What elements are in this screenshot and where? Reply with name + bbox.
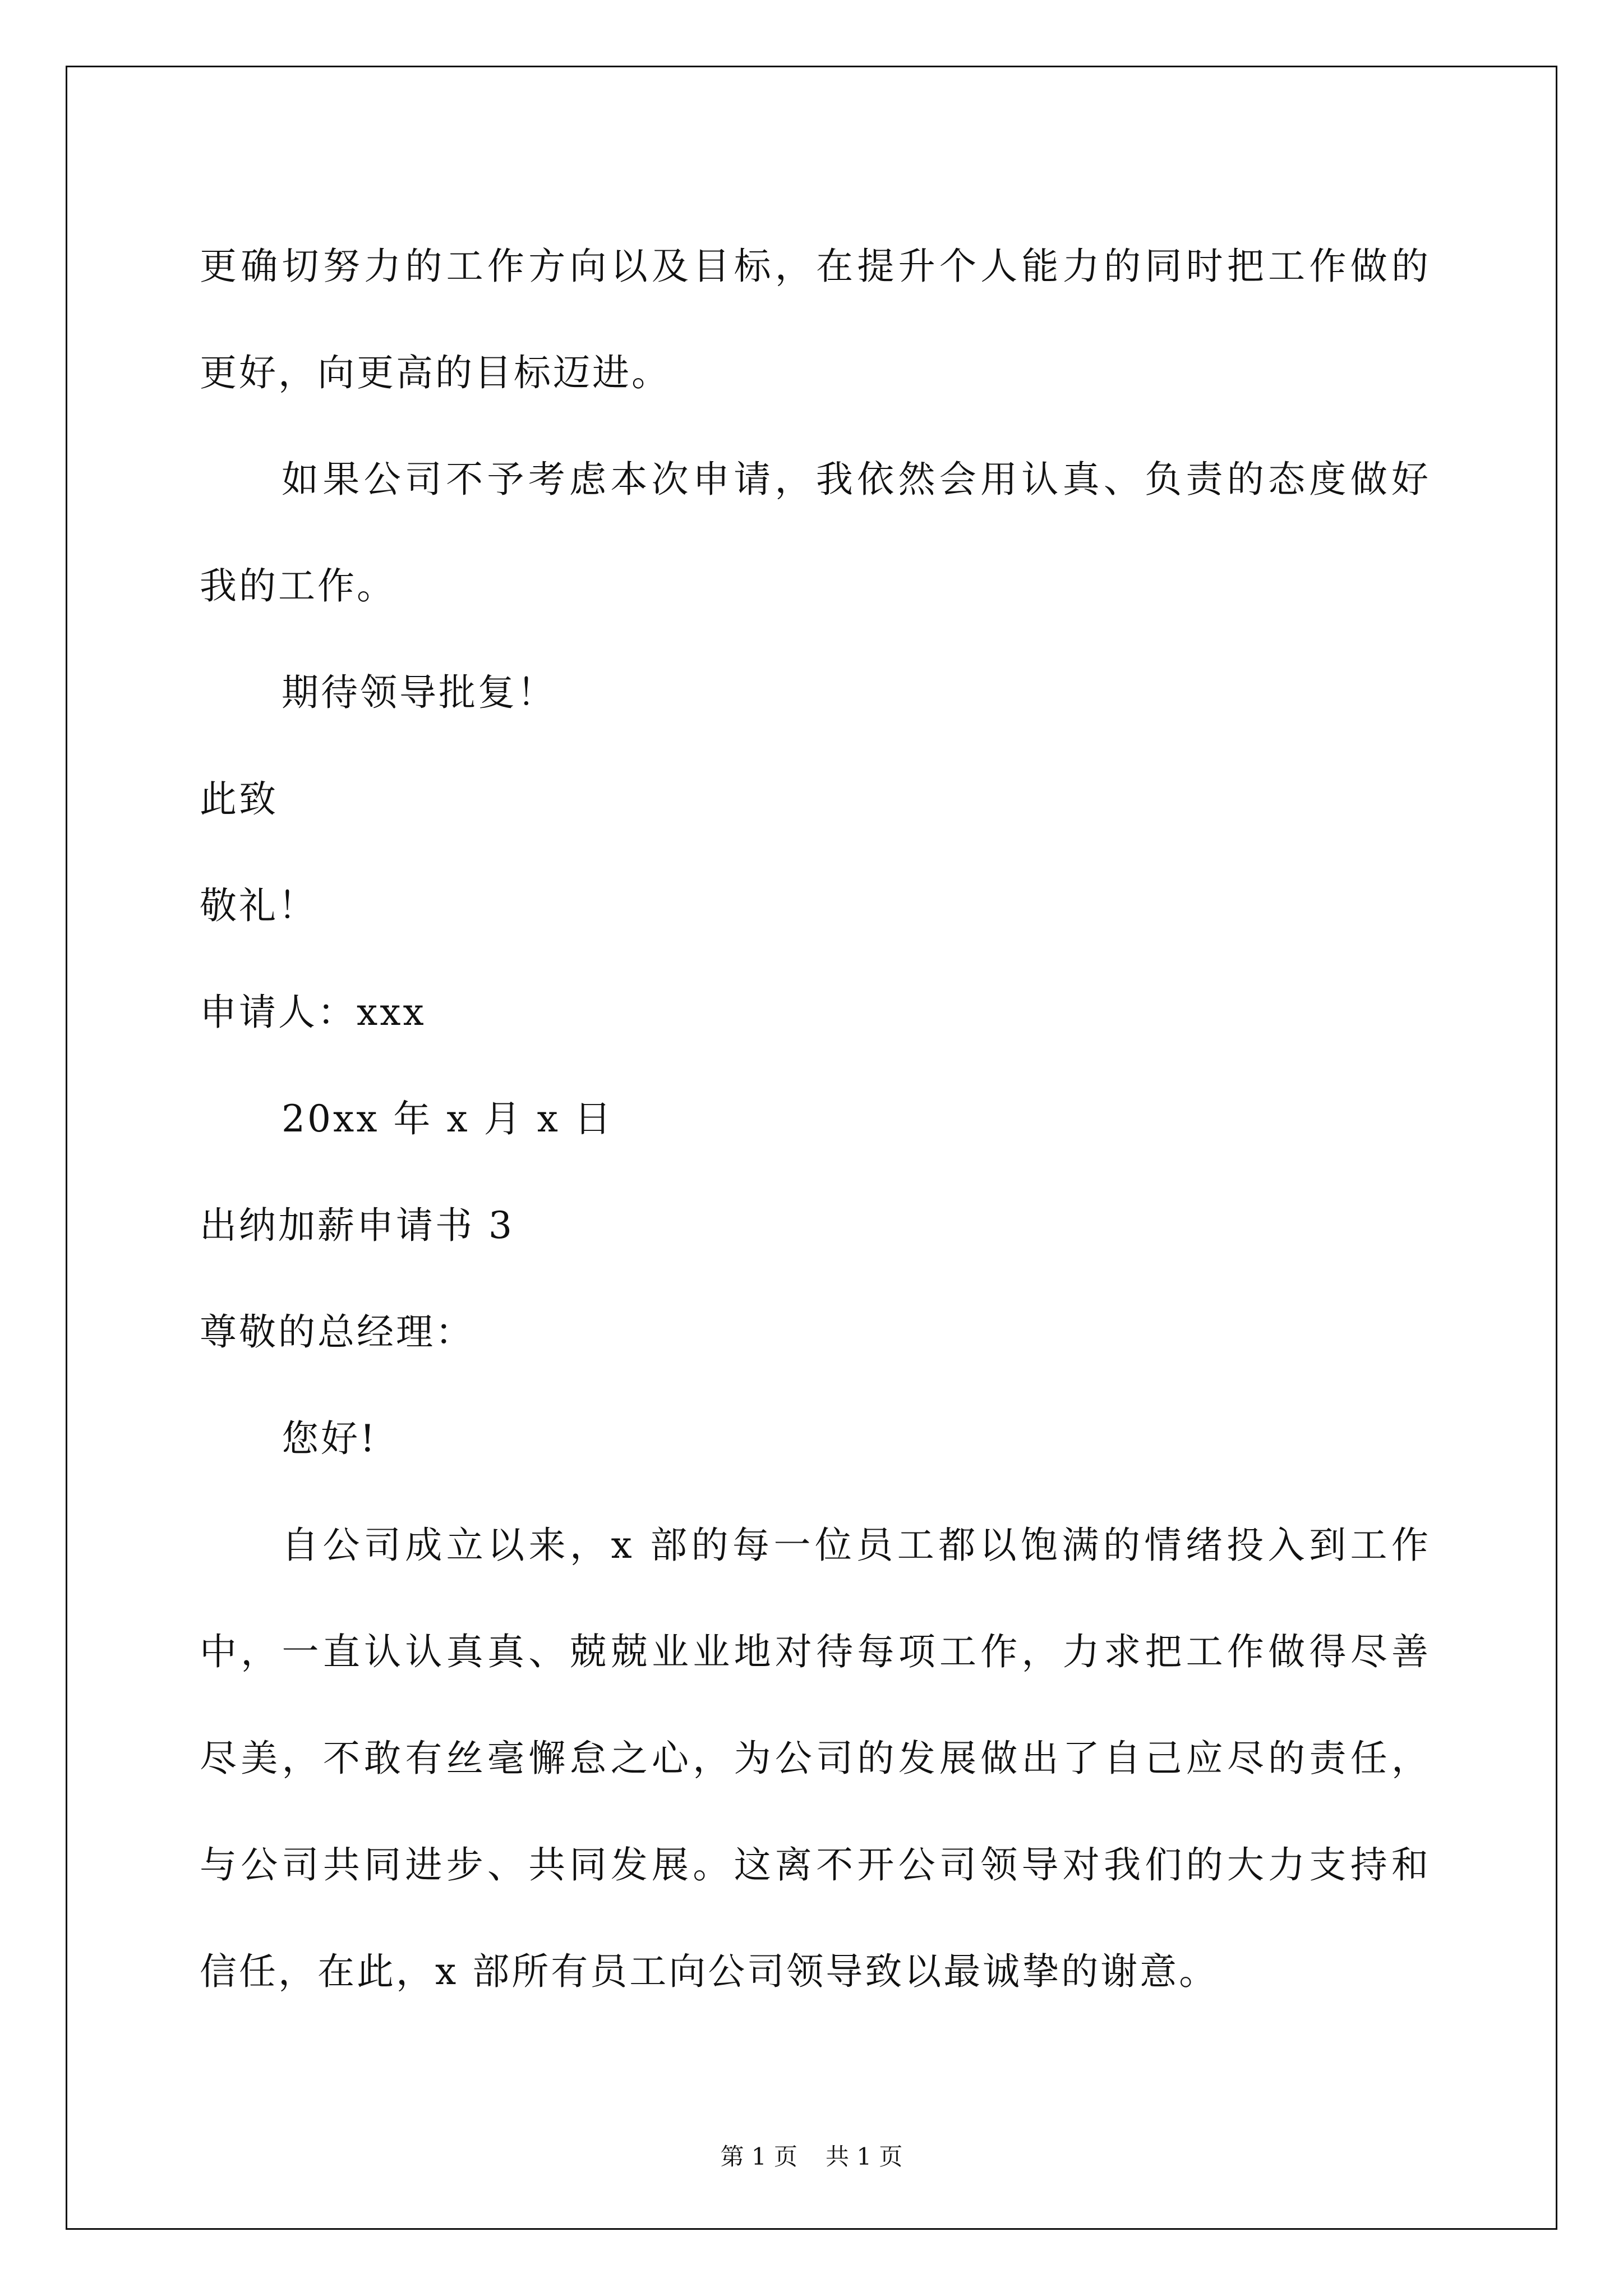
applicant-line: 申请人：xxx [200,991,426,1034]
paragraph-line: 与公司共同进步、共同发展。这离不开公司领导对我们的大力支持和 [200,1843,1431,1887]
paragraph-line: 更确切努力的工作方向以及目标，在提升个人能力的同时把工作做的 [200,245,1431,288]
paragraph-line: 中，一直认认真真、兢兢业业地对待每项工作，力求把工作做得尽善 [200,1630,1431,1673]
closing-line: 此致 [200,777,278,821]
paragraph-line: 尽美，不敢有丝毫懈怠之心，为公司的发展做出了自己应尽的责任， [200,1737,1431,1780]
paragraph-line: 我的工作。 [200,564,396,608]
paragraph-line: 如果公司不予考虑本次申请，我依然会用认真、负责的态度做好 [282,458,1431,501]
date-line: 20xx 年 x 月 x 日 [282,1097,614,1140]
salutation-line: 尊敬的总经理： [200,1310,474,1354]
page-number: 第 1 页 [720,2143,797,2170]
paragraph-line: 自公司成立以来，x 部的每一位员工都以饱满的情绪投入到工作 [282,1524,1431,1567]
paragraph-line: 期待领导批复！ [282,671,556,714]
closing-line: 敬礼！ [200,884,317,927]
greeting-line: 您好! [282,1417,377,1460]
document-body [200,213,1431,2025]
page-footer [0,2140,1623,2174]
paragraph-line: 更好，向更高的目标迈进。 [200,351,671,394]
paragraph-line: 信任，在此，x 部所有员工向公司领导致以最诚挚的谢意。 [200,1950,1219,1993]
section-title: 出纳加薪申请书 3 [200,1204,514,1247]
page-total: 共 1 页 [826,2143,903,2170]
